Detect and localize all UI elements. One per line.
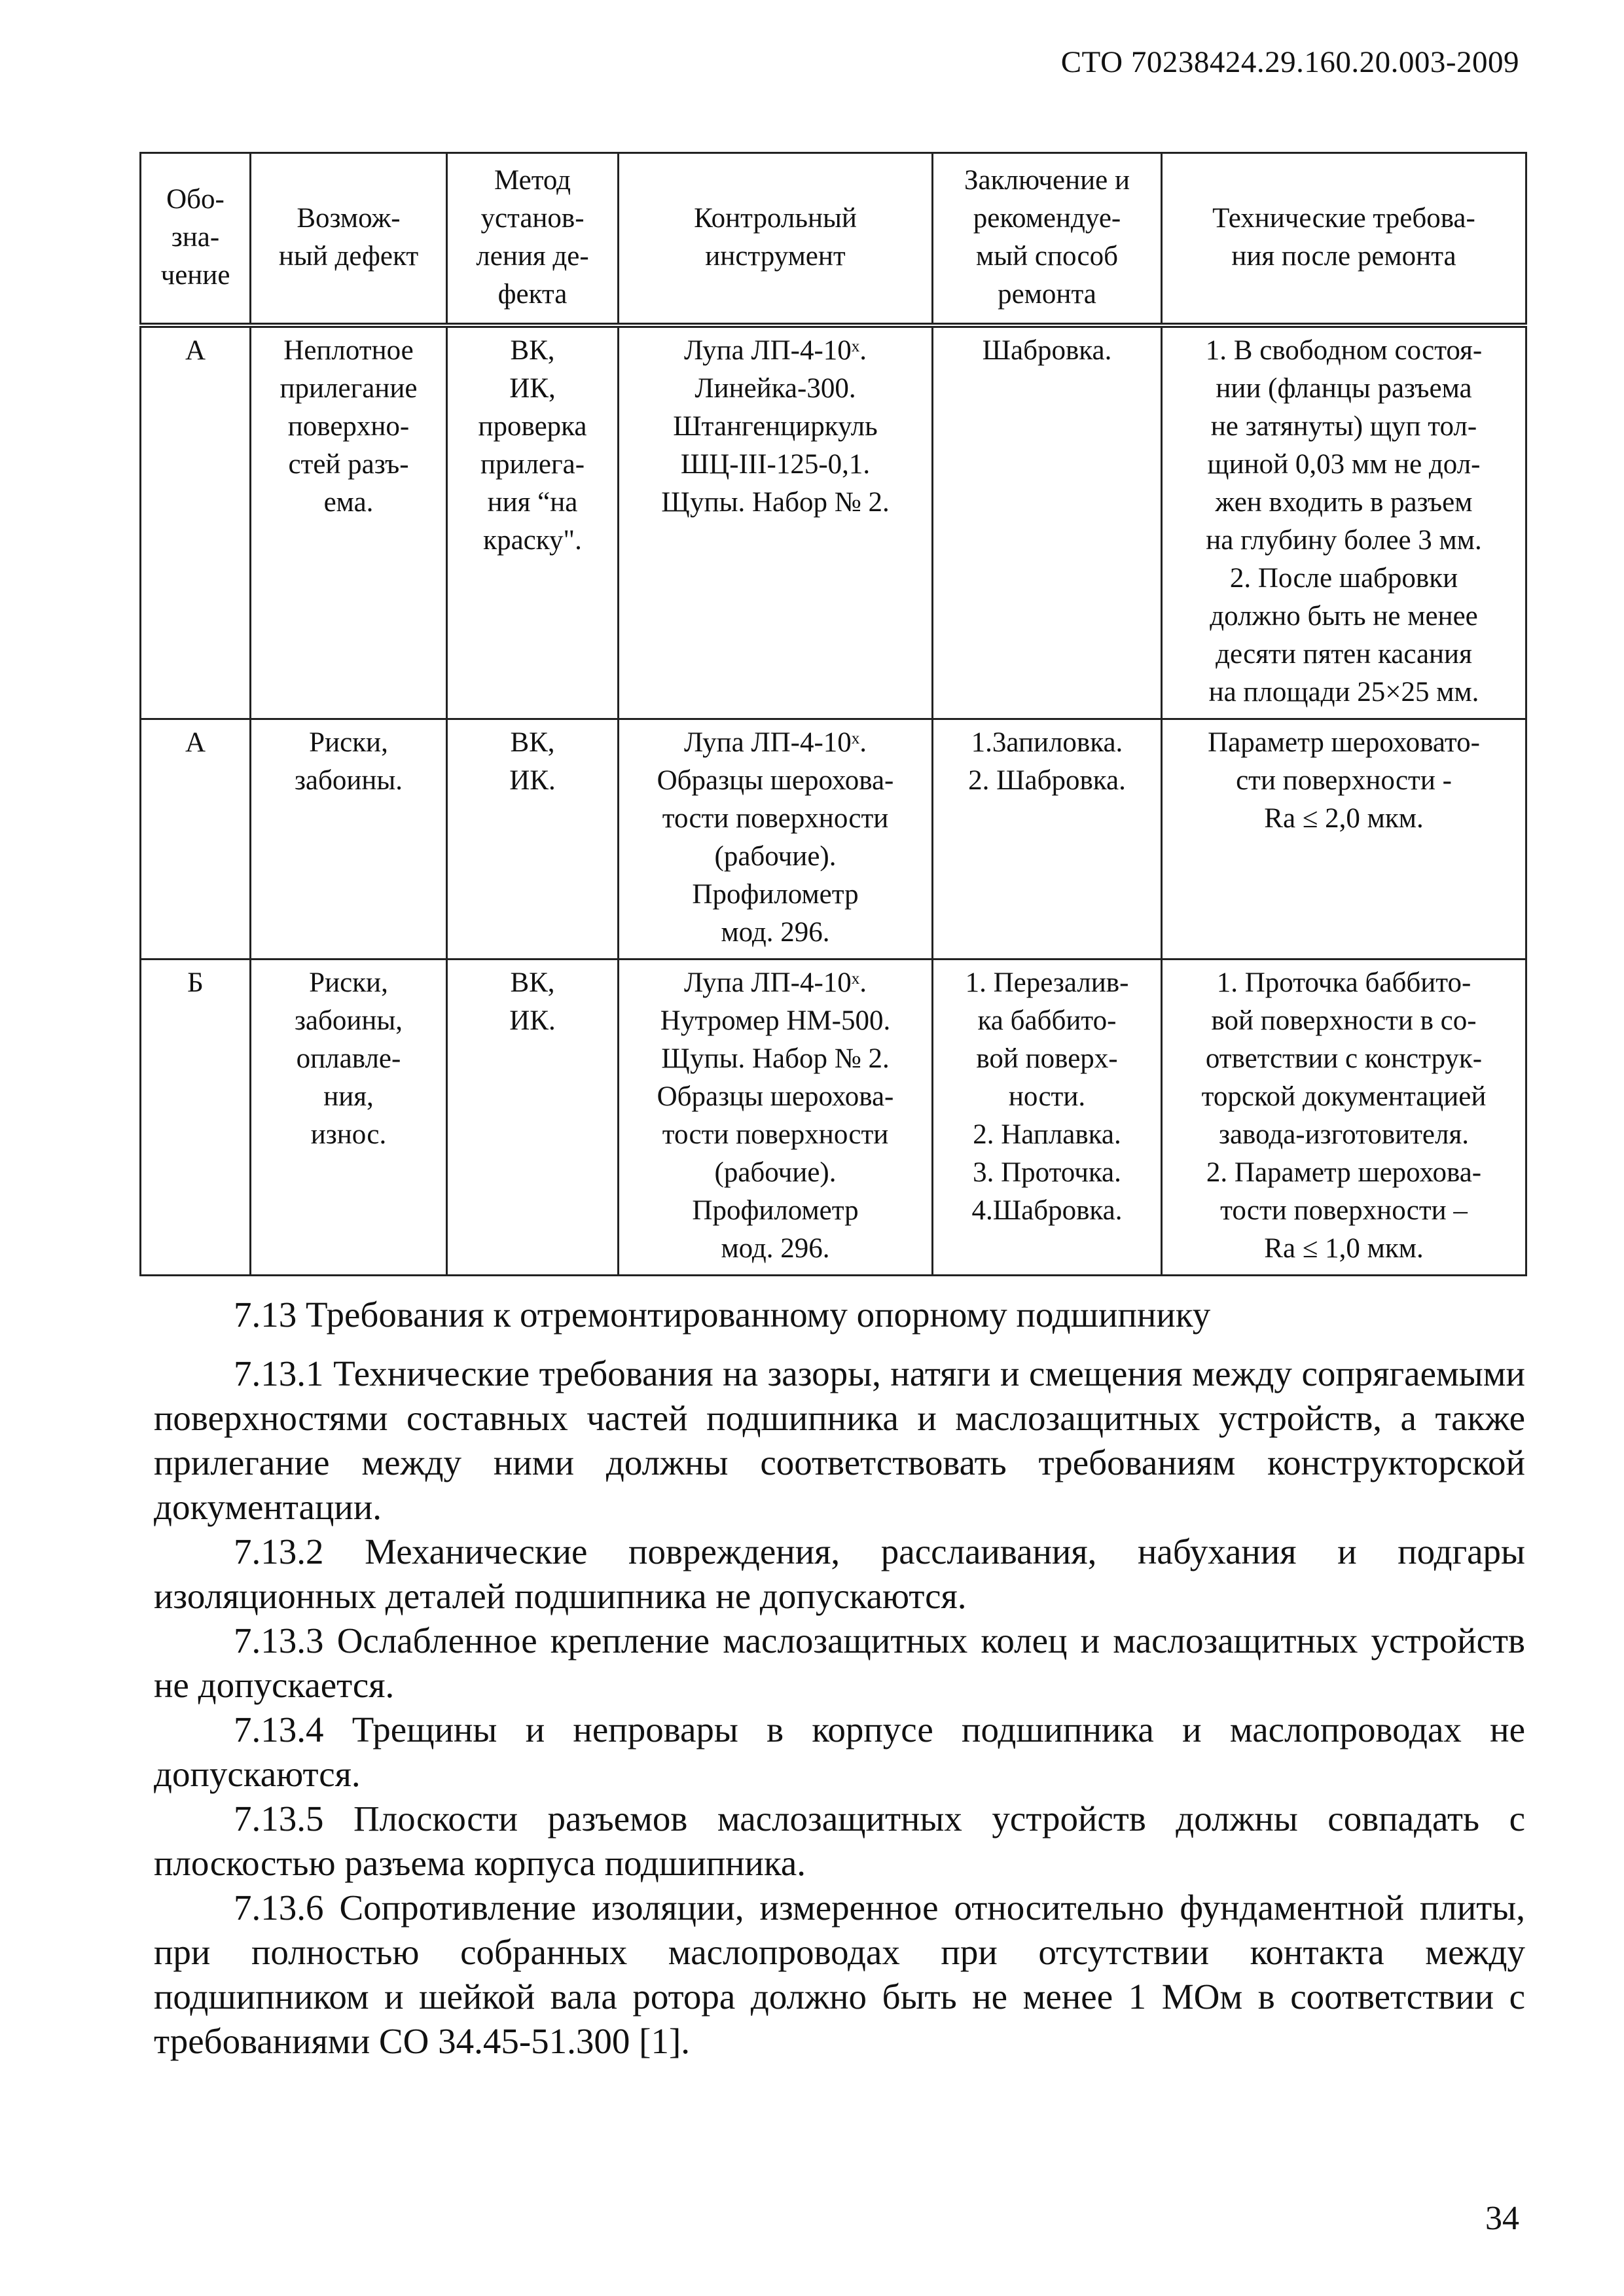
- column-header: [251, 153, 447, 326]
- column-header: [619, 153, 933, 326]
- cell-text-line: ответствии с конструк-: [1205, 1043, 1483, 1074]
- cell-text-line: Щупы. Набор № 2.: [661, 487, 890, 518]
- requirements-text: [154, 1293, 1525, 2064]
- table-cell: [447, 325, 619, 719]
- table-row: [141, 960, 1526, 1276]
- cell-text-line: ния,: [323, 1081, 374, 1112]
- table-cell: [1162, 719, 1526, 960]
- table-cell: [619, 719, 933, 960]
- cell-text-line: Ra ≤ 1,0 мкм.: [1264, 1233, 1424, 1264]
- header-text-line: ния после ремонта: [1231, 241, 1456, 272]
- header-text-line: Заключение и: [964, 165, 1130, 196]
- cell-text-line: прилега-: [480, 449, 585, 480]
- paragraph: 7.13.6 Сопротивление изоляции, измеренное относительно фундаментной плиты, при полностью собранных маслопроводах при отсутствии контакта между подшипником и шейкой вала ротора должно быть не менее 1 МОм в соответствии с требованиями СО 34.45-51.300 [1].: [154, 1888, 1525, 2061]
- header-text-line: ный дефект: [278, 241, 419, 272]
- cell-text-line: торской документацией: [1201, 1081, 1487, 1112]
- header-text-line: ления де-: [476, 241, 589, 272]
- table-cell: [141, 325, 251, 719]
- header-text-line: чение: [160, 260, 230, 291]
- header-text-line: ремонта: [998, 279, 1096, 310]
- cell-text-line: ка баббито-: [977, 1005, 1117, 1036]
- cell-text-line: жен входить в разъем: [1215, 487, 1473, 518]
- cell-text-line: Параметр шероховато-: [1208, 727, 1480, 758]
- cell-text-line: А: [185, 335, 206, 366]
- cell-text-line: А: [185, 727, 206, 758]
- paragraph: 7.13.5 Плоскости разъемов маслозащитных устройств должны совпадать с плоскостью разъема корпуса подшипника.: [154, 1799, 1525, 1883]
- cell-text-line: 4.Шабровка.: [971, 1195, 1123, 1226]
- cell-text-line: вой поверх-: [976, 1043, 1118, 1074]
- cell-text-line: мод. 296.: [721, 917, 830, 948]
- header-text-line: мый способ: [976, 241, 1118, 272]
- cell-text-line: Риски,: [309, 967, 388, 998]
- cell-text-line: 1. Перезалив-: [965, 967, 1129, 998]
- paragraph: 7.13.1 Технические требования на зазоры, натяги и смещения между сопрягаемыми поверхностями составных частей подшипника и маслозащитных устройств, а также прилегание между ними должны соответствовать требованиям конструкторской документации.: [154, 1354, 1525, 1527]
- cell-text-line: 2. После шабровки: [1229, 563, 1458, 594]
- cell-text-line: Профилометр: [692, 879, 859, 910]
- cell-text-line: (рабочие).: [714, 1157, 837, 1188]
- cell-text-line: Образцы шерохова-: [657, 1081, 894, 1112]
- cell-text-line: десяти пятен касания: [1216, 639, 1472, 670]
- cell-text-line: ема.: [323, 487, 374, 518]
- cell-text-line: ния “на: [487, 487, 578, 518]
- header-text-line: зна-: [171, 222, 220, 253]
- table-cell: [933, 325, 1162, 719]
- cell-text-line: (рабочие).: [714, 841, 837, 872]
- header-text-line: фекта: [497, 279, 568, 310]
- cell-text-line: забоины.: [294, 765, 403, 796]
- header-text-line: Обо-: [166, 184, 225, 215]
- cell-text-line: стей разъ-: [288, 449, 409, 480]
- table-cell: [933, 960, 1162, 1276]
- cell-text-line: Щупы. Набор № 2.: [661, 1043, 890, 1074]
- table-cell: [447, 719, 619, 960]
- cell-text-line: Образцы шерохова-: [657, 765, 894, 796]
- cell-text-line: 3. Проточка.: [973, 1157, 1121, 1188]
- cell-text-line: тости поверхности: [662, 803, 889, 834]
- cell-text-line: Нутромер НМ-500.: [660, 1005, 891, 1036]
- cell-text-line: тости поверхности: [662, 1119, 889, 1150]
- table-cell: [619, 325, 933, 719]
- cell-text-line: нии (фланцы разъема: [1216, 373, 1472, 404]
- cell-text-line: ВК,: [510, 335, 555, 366]
- header-text-line: установ-: [480, 203, 585, 234]
- column-header: [933, 153, 1162, 326]
- cell-text-line: тости поверхности –: [1220, 1195, 1468, 1226]
- cell-text-line: ИК.: [509, 1005, 556, 1036]
- table-row: [141, 719, 1526, 960]
- header-text-line: инструмент: [705, 241, 846, 272]
- cell-text-line: прилегание: [280, 373, 418, 404]
- paragraph: 7.13.3 Ослабленное крепление маслозащитных колец и маслозащитных устройств не допускается.: [154, 1621, 1525, 1705]
- cell-text-line: 2. Наплавка.: [973, 1119, 1121, 1150]
- header-text-line: Метод: [494, 165, 571, 196]
- cell-text-line: забоины,: [294, 1005, 403, 1036]
- cell-text-line: ВК,: [510, 967, 555, 998]
- table-cell: [251, 719, 447, 960]
- cell-text-line: мод. 296.: [721, 1233, 830, 1264]
- cell-text-line: Ra ≤ 2,0 мкм.: [1264, 803, 1424, 834]
- cell-text-line: Лупа ЛП-4-10ˣ.: [684, 727, 867, 758]
- cell-text-line: не затянуты) щуп тол-: [1210, 411, 1477, 442]
- cell-text-line: Неплотное: [283, 335, 414, 366]
- table-cell: [1162, 325, 1526, 719]
- header-text-line: Технические требова-: [1212, 203, 1475, 234]
- header-text-line: Контрольный: [694, 203, 857, 234]
- defects-table: [139, 152, 1527, 1276]
- cell-text-line: поверхно-: [287, 411, 410, 442]
- cell-text-line: оплавле-: [296, 1043, 401, 1074]
- cell-text-line: ВК,: [510, 727, 555, 758]
- paragraph: 7.13.2 Механические повреждения, расслаивания, набухания и подгары изоляционных деталей подшипника не допускаются.: [154, 1532, 1525, 1616]
- document-code: СТО 70238424.29.160.20.003-2009: [1060, 45, 1519, 79]
- cell-text-line: 1. В свободном состоя-: [1205, 335, 1483, 366]
- table-header-row: [141, 153, 1526, 326]
- table-cell: [933, 719, 1162, 960]
- cell-text-line: ШЦ-III-125-0,1.: [680, 449, 871, 480]
- table-cell: [251, 325, 447, 719]
- cell-text-line: ИК,: [509, 373, 556, 404]
- cell-text-line: 1. Проточка баббито-: [1216, 967, 1471, 998]
- cell-text-line: 2. Шабровка.: [968, 765, 1126, 796]
- table-row: [141, 325, 1526, 719]
- cell-text-line: Шабровка.: [982, 335, 1112, 366]
- cell-text-line: ности.: [1008, 1081, 1086, 1112]
- cell-text-line: вой поверхности в со-: [1211, 1005, 1477, 1036]
- table-cell: [1162, 960, 1526, 1276]
- cell-text-line: проверка: [478, 411, 587, 442]
- cell-text-line: Штангенциркуль: [673, 411, 878, 442]
- cell-text-line: краску".: [483, 525, 582, 556]
- cell-text-line: Лупа ЛП-4-10ˣ.: [684, 335, 867, 366]
- cell-text-line: сти поверхности -: [1236, 765, 1452, 796]
- cell-text-line: на площади 25×25 мм.: [1208, 677, 1479, 708]
- cell-text-line: завода-изготовителя.: [1218, 1119, 1470, 1150]
- cell-text-line: ИК.: [509, 765, 556, 796]
- cell-text-line: 1.3апиловка.: [971, 727, 1123, 758]
- column-header: [141, 153, 251, 326]
- table-cell: [141, 719, 251, 960]
- cell-text-line: Линейка-300.: [695, 373, 856, 404]
- cell-text-line: на глубину более 3 мм.: [1206, 525, 1482, 556]
- cell-text-line: 2. Параметр шерохова-: [1206, 1157, 1482, 1188]
- cell-text-line: износ.: [310, 1119, 387, 1150]
- table-cell: [251, 960, 447, 1276]
- table-cell: [619, 960, 933, 1276]
- cell-text-line: Б: [187, 967, 204, 998]
- table-cell: [141, 960, 251, 1276]
- cell-text-line: Профилометр: [692, 1195, 859, 1226]
- column-header: [447, 153, 619, 326]
- cell-text-line: щиной 0,03 мм не дол-: [1207, 449, 1481, 480]
- header-text-line: Возмож-: [297, 203, 401, 234]
- header-text-line: рекомендуе-: [973, 203, 1121, 234]
- table-cell: [447, 960, 619, 1276]
- section-heading: 7.13 Требования к отремонтированному опорному подшипнику: [234, 1295, 1211, 1335]
- column-header: [1162, 153, 1526, 326]
- cell-text-line: должно быть не менее: [1210, 601, 1478, 632]
- page-number: 34: [1485, 2200, 1519, 2237]
- paragraph: 7.13.4 Трещины и непровары в корпусе подшипника и маслопроводах не допускаются.: [154, 1710, 1525, 1794]
- cell-text-line: Риски,: [309, 727, 388, 758]
- cell-text-line: Лупа ЛП-4-10ˣ.: [684, 967, 867, 998]
